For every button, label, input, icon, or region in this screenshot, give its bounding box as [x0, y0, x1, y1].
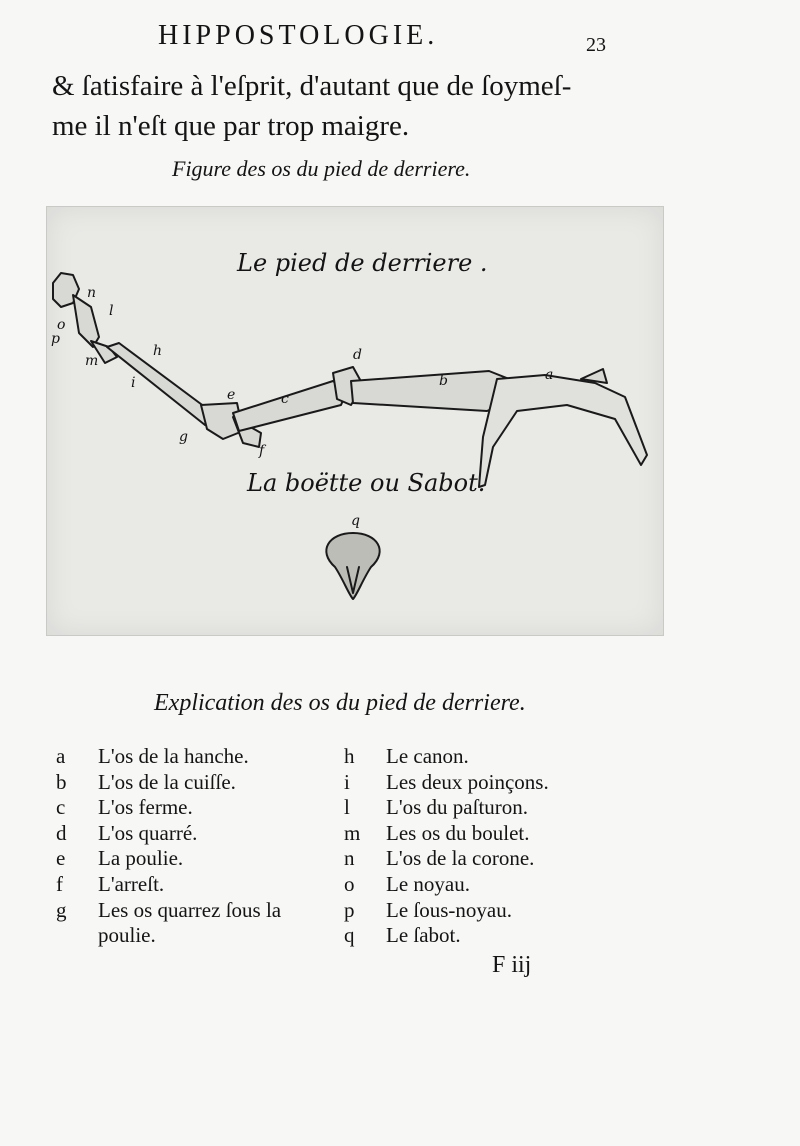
engraving-plate — [46, 206, 664, 636]
legend-letter: b — [56, 769, 67, 794]
tibia-shape — [233, 381, 347, 431]
legend-left-column — [56, 744, 336, 949]
bone-letter: l — [109, 303, 114, 319]
signature-mark: F iij — [492, 952, 532, 978]
legend-letter: m — [344, 820, 361, 845]
legend-letter: g — [56, 897, 67, 922]
figure-caption: Figure des os du pied de derriere. — [172, 156, 471, 181]
legend-item — [56, 795, 336, 821]
legend-letter: p — [344, 897, 355, 922]
legend-letter: a — [56, 744, 66, 768]
body-text — [52, 66, 632, 146]
legend-item — [344, 744, 604, 770]
legend-item — [56, 744, 336, 770]
legend-text: L'os de la cuiſſe. — [98, 769, 236, 794]
legend-item — [344, 872, 604, 898]
bone-letter: q — [351, 513, 360, 529]
legend-text: L'os quarré. — [98, 820, 198, 845]
legend-letter: h — [344, 744, 355, 768]
legend-letter: i — [344, 769, 350, 794]
legend-text: Le noyau. — [386, 871, 470, 896]
legend-item — [344, 821, 604, 847]
legend-item — [344, 795, 604, 821]
pastern-bone-shape — [73, 295, 99, 347]
bone-letter: d — [353, 347, 362, 363]
bone-letter: m — [85, 353, 99, 369]
femur-shape — [351, 371, 509, 411]
running-head-title: HIPPOSTOLOGIE. — [158, 20, 439, 51]
body-line: me il n'eſt que par trop maigre. — [52, 110, 410, 142]
bone-letter: f — [259, 443, 265, 459]
legend-item — [344, 846, 604, 872]
bone-letter: a — [545, 367, 554, 383]
legend-letter: d — [56, 820, 67, 845]
legend-text: L'os de la hanche. — [98, 744, 249, 768]
bone-letter: o — [57, 317, 66, 333]
bone-letter: p — [51, 331, 60, 347]
explanation-title: Explication des os du pied de derriere. — [154, 690, 526, 716]
legend-item — [56, 770, 336, 796]
legend-text: L'arreſt. — [98, 871, 165, 896]
legend-letter: o — [344, 871, 355, 896]
legend-text: Le ſous-noyau. — [386, 897, 512, 922]
legend-item — [56, 898, 336, 949]
legend-text: L'os du paſturon. — [386, 795, 529, 820]
legend-item — [56, 821, 336, 847]
legend-item — [56, 846, 336, 872]
legend-item — [344, 923, 604, 949]
legend-letter: n — [344, 846, 355, 871]
bone-letter: n — [87, 285, 97, 301]
legend-text: La poulie. — [98, 846, 184, 871]
bone-letter: i — [131, 375, 136, 391]
bone-letter: h — [153, 343, 163, 359]
legend-text: Le ſabot. — [386, 923, 461, 948]
plate-label-hoof: La boëtte ou Sabot. — [247, 469, 486, 497]
pelvis-shape — [479, 375, 647, 487]
legend-letter: q — [344, 923, 355, 948]
page-number: 23 — [586, 34, 606, 56]
bone-letter: c — [281, 391, 289, 407]
legend-text: L'os ferme. — [98, 795, 193, 820]
bone-letter: e — [227, 387, 236, 403]
legend-text: L'os de la corone. — [386, 846, 535, 871]
legend-letter: f — [56, 871, 63, 896]
legend-item — [344, 770, 604, 796]
legend-text: Les os quarrez ſous la poulie. — [98, 897, 282, 948]
legend-right-column — [344, 744, 604, 949]
bone-letter: b — [439, 373, 448, 389]
legend-text: Les os du boulet. — [386, 820, 530, 845]
plate-label-hind-foot: Le pied de derriere . — [237, 249, 488, 277]
legend-letter: l — [344, 795, 350, 820]
legend-item — [344, 898, 604, 924]
legend-item — [56, 872, 336, 898]
legend-text: Les deux poinçons. — [386, 769, 549, 794]
legend-letter: c — [56, 795, 66, 820]
legend-letter: e — [56, 846, 66, 871]
body-line: & ſatisfaire à l'eſprit, d'autant que de ſoymeſ- — [52, 70, 572, 102]
legend-text: Le canon. — [386, 744, 469, 768]
bone-letter: g — [179, 429, 188, 445]
